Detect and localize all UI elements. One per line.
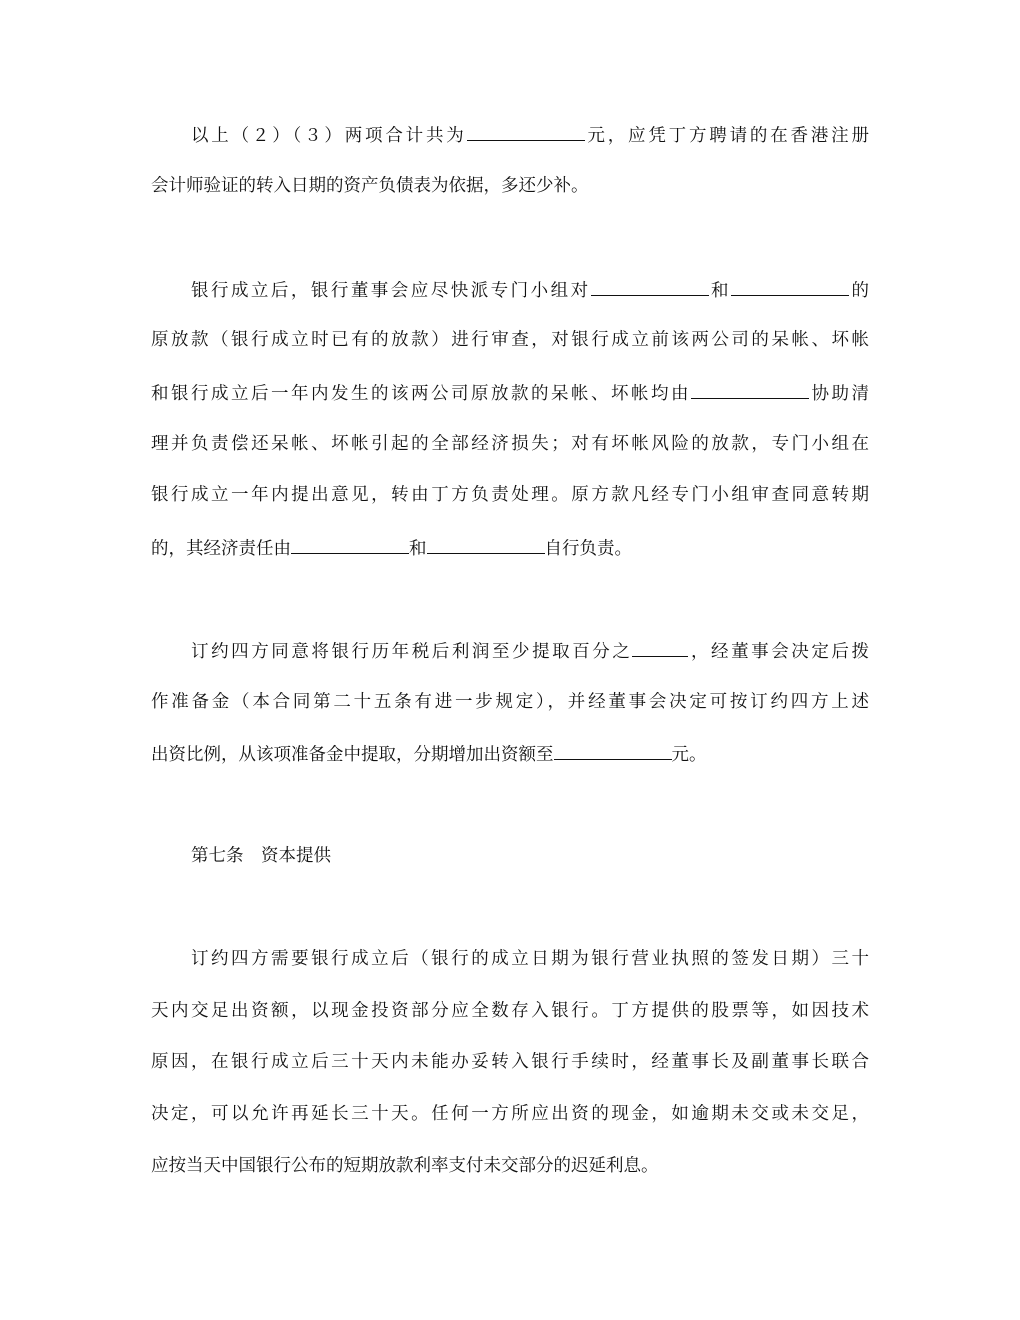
text-segment: 作准备金（本合同第二十五条有进一步规定），并经董事会决定可按订约四方上述 [151,692,869,712]
paragraph-2-line-5 [151,483,869,507]
text-segment: 银行成立一年内提出意见，转由丁方负责处理。原方款凡经专门小组审查同意转期 [151,485,869,505]
text-segment: 的 [849,281,870,301]
text-segment: 决定，可以允许再延长三十天。任何一方所应出资的现金，如逾期未交或未交足， [151,1104,869,1124]
fill-in-blank [731,277,849,296]
fill-in-blank [554,741,672,760]
text-segment: 订约四方同意将银行历年税后利润至少提取百分之 [191,642,633,662]
paragraph-2-line-3 [151,380,869,406]
paragraph-3-line-3 [151,741,869,767]
text-segment: 以上（２）（３）两项合计共为 [191,126,467,146]
paragraph-1-line-1 [191,122,869,148]
text-segment: 和 [708,281,732,301]
paragraph-5-line-4 [151,1102,869,1126]
paragraph-5-line-3 [151,1050,869,1074]
text-segment: 和 [409,539,427,559]
paragraph-1-line-2 [151,174,869,198]
paragraph-5-line-5 [151,1154,869,1178]
text-segment: 元。 [671,745,707,765]
text-segment: 的，其经济责任由 [151,539,291,559]
fill-in-blank [632,638,688,657]
fill-in-blank [691,380,809,399]
text-segment: 订约四方需要银行成立后（银行的成立日期为银行营业执照的签发日期）三十 [191,949,869,969]
text-segment: 原因，在银行成立后三十天内未能办妥转入银行手续时，经董事长及副董事长联合 [151,1052,869,1072]
text-segment: 原放款（银行成立时已有的放款）进行审查，对银行成立前该两公司的呆帐、坏帐 [151,330,869,350]
fill-in-blank [427,535,545,554]
text-segment: 自行负责。 [544,539,632,559]
paragraph-3-line-2 [151,690,869,714]
paragraph-2-line-4 [151,432,869,456]
text-segment: 第七条 资本提供 [191,846,331,866]
paragraph-2-line-6 [151,535,869,561]
text-segment: ，经董事会决定后拨 [688,642,870,662]
fill-in-blank [467,122,585,141]
fill-in-blank [591,277,709,296]
paragraph-2-line-2 [151,328,869,352]
paragraph-5-line-2 [151,999,869,1023]
section-heading [191,844,869,868]
text-segment: 协助清 [809,384,869,404]
text-segment: 和银行成立后一年内发生的该两公司原放款的呆帐、坏帐均由 [151,384,691,404]
text-segment: 应按当天中国银行公布的短期放款利率支付未交部分的迟延利息。 [151,1156,659,1176]
paragraph-3-line-1 [191,638,869,664]
text-segment: 会计师验证的转入日期的资产负债表为依据，多还少补。 [151,176,589,196]
fill-in-blank [291,535,409,554]
text-segment: 理并负责偿还呆帐、坏帐引起的全部经济损失；对有坏帐风险的放款，专门小组在 [151,434,869,454]
text-segment: 天内交足出资额，以现金投资部分应全数存入银行。丁方提供的股票等，如因技术 [151,1001,869,1021]
text-segment: 元，应凭丁方聘请的在香港注册 [584,126,869,146]
paragraph-2-line-1 [191,277,869,303]
text-segment: 银行成立后，银行董事会应尽快派专门小组对 [191,281,591,301]
text-segment: 出资比例，从该项准备金中提取，分期增加出资额至 [151,745,554,765]
paragraph-5-line-1 [191,947,869,971]
